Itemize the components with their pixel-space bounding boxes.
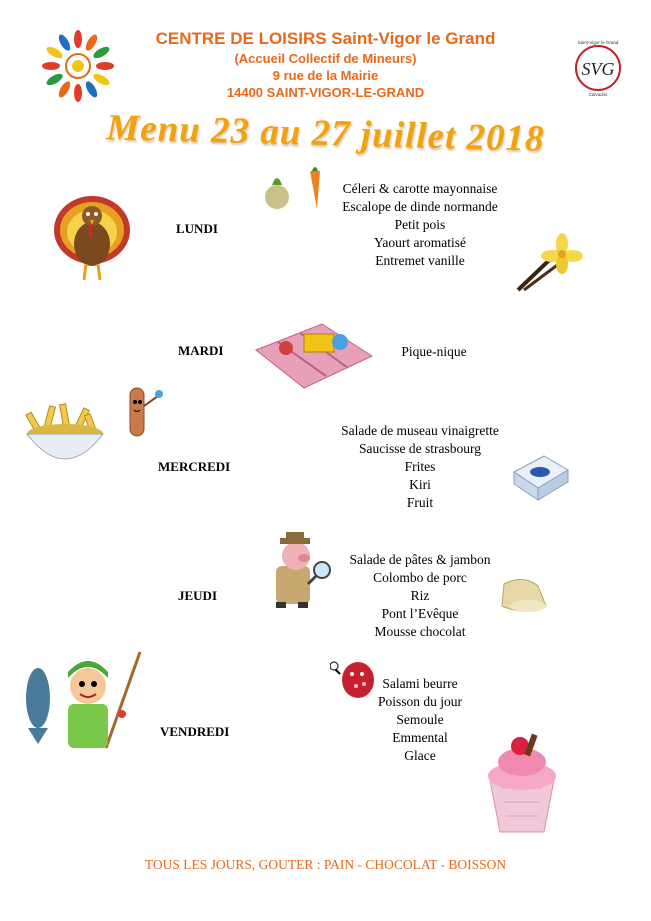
fisherman-illustration	[22, 648, 158, 752]
header-address: 9 rue de la Mairie	[272, 68, 379, 83]
menu-item: Saucisse de strasbourg	[359, 441, 481, 456]
menu-item: Fruit	[406, 495, 434, 510]
kids-circle-logo	[40, 28, 116, 104]
menu-item: Emmental	[392, 730, 448, 745]
menu-item: Frites	[404, 459, 436, 474]
menu-item: Mousse chocolat	[374, 624, 466, 639]
svg-town-logo	[568, 38, 628, 98]
day-mardi: MARDI	[178, 343, 224, 358]
rice-sack-illustration	[498, 576, 550, 614]
menu-item: Salade de pâtes & jambon	[349, 552, 491, 567]
menu-vendredi	[350, 675, 490, 765]
svg-logo-text: SVG	[581, 59, 615, 79]
menu-item: Salami beurre	[382, 676, 458, 691]
menu-item: Colombo de porc	[373, 570, 467, 585]
menu-jeudi	[320, 551, 520, 641]
sausage-illustration	[124, 384, 164, 440]
menu-item: Salade de museau vinaigrette	[341, 423, 499, 438]
header-city: 14400 SAINT-VIGOR-LE-GRAND	[226, 85, 425, 100]
vanilla-flower-illustration	[514, 232, 586, 294]
header-title: CENTRE DE LOISIRS Saint-Vigor le Grand	[155, 29, 496, 48]
menu-item: Glace	[404, 748, 436, 763]
day-vendredi: VENDREDI	[160, 724, 230, 739]
menu-item: Kiri	[409, 477, 431, 492]
ice-cream-cup-illustration	[482, 732, 562, 836]
menu-item: Riz	[410, 588, 430, 603]
menu-item: Poisson du jour	[377, 694, 462, 709]
menu-item: Semoule	[396, 712, 444, 727]
turkey-illustration	[50, 188, 134, 284]
picnic-blanket-illustration	[252, 316, 374, 390]
svg-logo-ring-top: Saint-Vigor le Grand	[577, 40, 619, 45]
menu-mardi	[392, 343, 476, 361]
menu-item: Yaourt aromatisé	[374, 235, 466, 250]
menu-item: Pont l’Evêque	[381, 606, 459, 621]
menu-item: Escalope de dinde normande	[342, 199, 498, 214]
menu-title: Menu 23 au 27 juillet 2018	[105, 107, 546, 160]
day-lundi: LUNDI	[176, 221, 218, 236]
header-subtitle: (Accueil Collectif de Mineurs)	[234, 51, 417, 66]
menu-item: Entremet vanille	[375, 253, 465, 268]
kiri-cheese-illustration	[510, 450, 572, 502]
menu-lundi	[320, 180, 520, 270]
menu-mercredi	[320, 422, 520, 512]
footer-snack-note: TOUS LES JOURS, GOUTER : PAIN - CHOCOLAT - BOISSON	[144, 857, 507, 872]
menu-item: Céleri & carotte mayonnaise	[342, 181, 498, 196]
fries-bowl-illustration	[24, 400, 106, 470]
svg-logo-ring-bottom: Calvados	[588, 92, 608, 97]
day-mercredi: MERCREDI	[158, 459, 231, 474]
menu-item: Pique-nique	[401, 344, 467, 359]
day-jeudi: JEUDI	[178, 588, 218, 603]
menu-item: Petit pois	[394, 217, 446, 232]
